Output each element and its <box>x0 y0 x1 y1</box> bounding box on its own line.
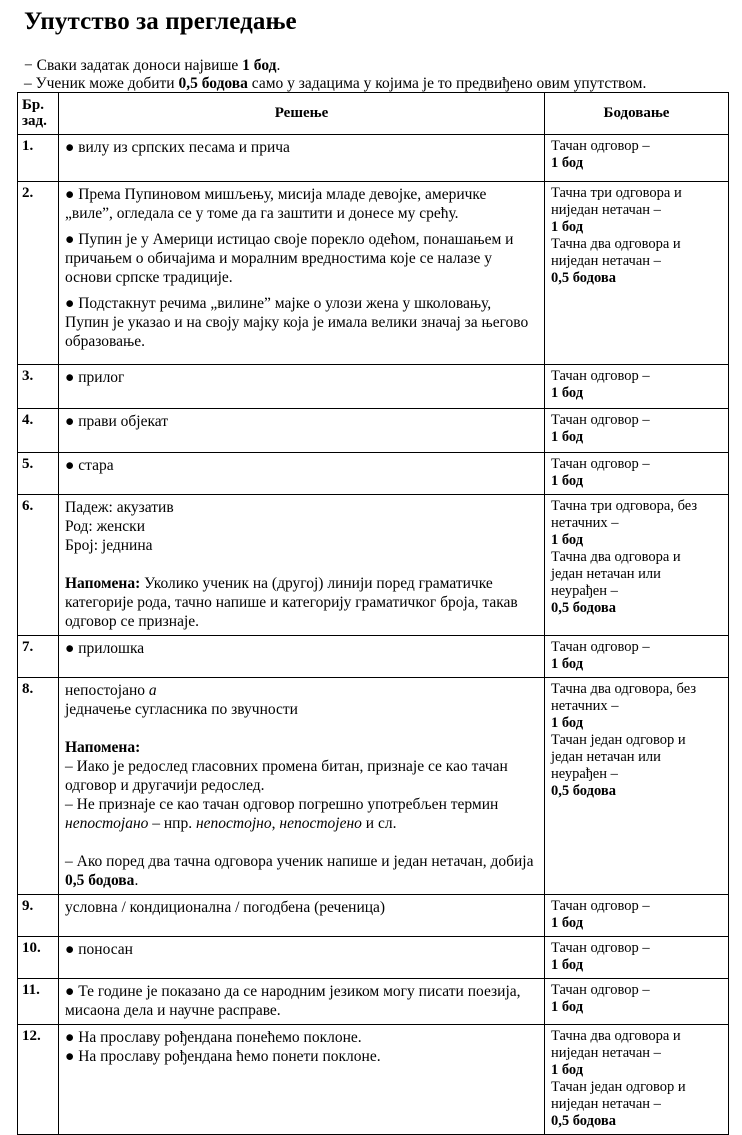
table-row <box>18 182 729 365</box>
solution-line: Број: једнина <box>65 537 153 554</box>
scoring-line: 0,5 бодова <box>551 1113 616 1129</box>
scoring-line: Тачан одговор – <box>551 412 650 428</box>
table-row <box>18 1025 729 1135</box>
rule-half-points <box>24 75 646 92</box>
solution-paragraph: ● прилог <box>65 369 125 386</box>
rule-bold: 0,5 бодова <box>178 75 248 92</box>
spacer <box>65 555 538 574</box>
scoring-cell <box>545 135 729 182</box>
scoring-cell <box>545 979 729 1025</box>
solution-line: Род: женски <box>65 518 145 535</box>
table-row <box>18 636 729 678</box>
scoring-line: 0,5 бодова <box>551 783 616 799</box>
scoring-cell <box>545 409 729 453</box>
rule-text: само у задацима у којима је то предвиђено овим упутством. <box>247 75 647 92</box>
scoring-line: Тачан одговор – <box>551 898 650 914</box>
solution-cell <box>59 979 545 1025</box>
scoring-line: један нетачан или <box>551 566 661 582</box>
scoring-line: Тачна два одговора, без <box>551 681 697 697</box>
scoring-line: Тачан одговор – <box>551 940 650 956</box>
table-row <box>18 937 729 979</box>
rule-bold: 1 бод <box>242 57 277 74</box>
scoring-line: 0,5 бодова <box>551 270 616 286</box>
scoring-cell <box>545 678 729 895</box>
scoring-line: 1 бод <box>551 155 584 171</box>
note-text: – нпр. <box>148 815 196 832</box>
table-header-row <box>18 93 729 135</box>
scoring-line: 1 бод <box>551 656 584 672</box>
scoring-line: 1 бод <box>551 957 584 973</box>
solution-cell <box>59 678 545 895</box>
scoring-line: неурађен – <box>551 766 618 782</box>
scoring-line: ниједан нетачан – <box>551 202 661 218</box>
scoring-line: Тачна два одговора и <box>551 1028 681 1044</box>
header-num-line: Бр. <box>22 97 45 113</box>
scoring-line: 0,5 бодова <box>551 600 616 616</box>
solution-paragraph: ● прилошка <box>65 640 145 657</box>
scoring-cell <box>545 636 729 678</box>
scoring-cell <box>545 937 729 979</box>
solution-line: једначење сугласника по звучности <box>65 701 298 718</box>
scoring-line: Тачан одговор – <box>551 368 650 384</box>
scoring-line: Тачна два одговора и <box>551 549 681 565</box>
solution-line: ● На прославу рођендана понећемо поклоне. <box>65 1029 362 1046</box>
spacer <box>65 833 538 852</box>
scoring-cell <box>545 182 729 365</box>
solution-cell <box>59 495 545 636</box>
rule-text: – Ученик може добити <box>24 75 179 92</box>
solution-cell <box>59 1025 545 1135</box>
scoring-line: Тачан одговор – <box>551 639 650 655</box>
scoring-line: 1 бод <box>551 999 584 1015</box>
solution-paragraph: ● Подстакнут речима „вилине” мајке о улози жена у школовању, Пупин је указао и на своју мајку која је имала велики значај за његово образовање. <box>65 295 529 350</box>
note-item: – Иако је редослед гласовних промена битан, признаје се као тачан одговор и другачији редослед. <box>65 758 508 794</box>
note-text: Уколико ученик на (другој) линији поред граматичке категорије рода, тачно напише и категорију граматичког броја, такав одговор се признаје. <box>65 575 518 630</box>
header-scoring: Бодовање <box>545 93 729 135</box>
note-text: – Ако поред два тачна одговора ученик напише и један нетачан, добија <box>65 853 534 870</box>
solution-line <box>65 681 538 700</box>
scoring-cell <box>545 1025 729 1135</box>
solution-paragraph: ● Према Пупиновом мишљењу, мисија младе девојке, америчке „виле”, огледала се у томе да га заштити и донесе му срећу. <box>65 186 487 222</box>
solution-line: ● На прославу рођендана ћемо понети поклоне. <box>65 1048 381 1065</box>
task-number: 6. <box>18 495 59 636</box>
spacer <box>65 719 538 738</box>
solution-paragraph: ● стара <box>65 457 114 474</box>
scoring-line: Тачна три одговора, без <box>551 498 698 514</box>
task-number: 11. <box>18 979 59 1025</box>
scoring-line: Тачан један одговор и <box>551 732 686 748</box>
solution-paragraph: ● поносан <box>65 941 133 958</box>
task-number: 10. <box>18 937 59 979</box>
table-row <box>18 453 729 495</box>
solution-cell <box>59 365 545 409</box>
task-number: 2. <box>18 182 59 365</box>
scoring-line: Тачан одговор – <box>551 456 650 472</box>
rule-text: − Сваки задатак доноси највише <box>24 57 243 74</box>
scoring-line: 1 бод <box>551 219 584 235</box>
task-number: 1. <box>18 135 59 182</box>
task-number: 5. <box>18 453 59 495</box>
table-row <box>18 495 729 636</box>
note-label: Напомена: <box>65 739 141 756</box>
grading-table <box>17 92 729 1135</box>
scoring-line: Тачан један одговор и <box>551 1079 686 1095</box>
scoring-line: 1 бод <box>551 532 584 548</box>
note-italic: непостоjено <box>279 815 362 832</box>
solution-cell <box>59 453 545 495</box>
scoring-line: Тачан одговор – <box>551 982 650 998</box>
task-number: 7. <box>18 636 59 678</box>
scoring-line: нетачних – <box>551 698 619 714</box>
scoring-line: Тачна два одговора и <box>551 236 681 252</box>
table-row <box>18 895 729 937</box>
note-text: . <box>134 872 139 889</box>
solution-cell <box>59 135 545 182</box>
note-text: и сл. <box>361 815 397 832</box>
note-italic: непостојно <box>195 815 272 832</box>
scoring-line: ниједан нетачан – <box>551 1045 661 1061</box>
solution-cell <box>59 937 545 979</box>
scoring-line: неурађен – <box>551 583 618 599</box>
scoring-line: Тачна три одговора и <box>551 185 682 201</box>
note-bold: 0,5 бодова <box>65 872 135 889</box>
solution-cell <box>59 895 545 937</box>
note-italic: непостојано <box>65 815 149 832</box>
solution-italic: а <box>148 682 157 699</box>
header-solution: Решење <box>59 93 545 135</box>
note-text: , <box>271 815 280 832</box>
scoring-line: један нетачан или <box>551 749 661 765</box>
solution-text: непостојано <box>65 682 149 699</box>
note-text: – Не признаје се као тачан одговор погрешно употребљен термин <box>65 796 499 813</box>
header-num-line: зад. <box>22 113 47 129</box>
solution-cell <box>59 636 545 678</box>
task-number: 3. <box>18 365 59 409</box>
page-title: Упутство за прегледање <box>24 8 297 35</box>
solution-paragraph: ● Пупин је у Америци истицао своје порекло одећом, понашањем и причањем о обичајима и моралним вредностима које се налазе у основи српске традиције. <box>65 231 514 286</box>
solution-cell <box>59 409 545 453</box>
table-row <box>18 135 729 182</box>
header-task-number <box>18 93 59 135</box>
scoring-cell <box>545 365 729 409</box>
scoring-line: 1 бод <box>551 1062 584 1078</box>
note <box>65 574 538 631</box>
scoring-line: ниједан нетачан – <box>551 253 661 269</box>
table-row <box>18 365 729 409</box>
solution-paragraph: ● вилу из српских песама и прича <box>65 139 290 156</box>
scoring-cell <box>545 895 729 937</box>
scoring-line: нетачних – <box>551 515 619 531</box>
scoring-line: 1 бод <box>551 715 584 731</box>
task-number: 4. <box>18 409 59 453</box>
solution-paragraph: ● прави објекат <box>65 413 169 430</box>
scoring-cell <box>545 453 729 495</box>
scoring-line: 1 бод <box>551 385 584 401</box>
solution-cell <box>59 182 545 365</box>
table-row <box>18 409 729 453</box>
note-label: Напомена: <box>65 575 141 592</box>
task-number: 9. <box>18 895 59 937</box>
scoring-line: Тачан одговор – <box>551 138 650 154</box>
task-number: 8. <box>18 678 59 895</box>
scoring-cell <box>545 495 729 636</box>
solution-paragraph: условна / кондиционална / погодбена (реченица) <box>65 899 386 916</box>
scoring-line: 1 бод <box>551 915 584 931</box>
scoring-line: 1 бод <box>551 429 584 445</box>
rule-max-points <box>24 57 280 74</box>
table-row <box>18 678 729 895</box>
scoring-line: 1 бод <box>551 473 584 489</box>
solution-paragraph: ● Те године је показано да се народним језиком могу писати поезија, мисаона дела и научне расправе. <box>65 983 521 1019</box>
rule-text: . <box>276 57 281 74</box>
scoring-line: ниједан нетачан – <box>551 1096 661 1112</box>
note-item <box>65 852 538 890</box>
table-row <box>18 979 729 1025</box>
note-item <box>65 795 538 833</box>
task-number: 12. <box>18 1025 59 1135</box>
solution-line: Падеж: акузатив <box>65 499 174 516</box>
